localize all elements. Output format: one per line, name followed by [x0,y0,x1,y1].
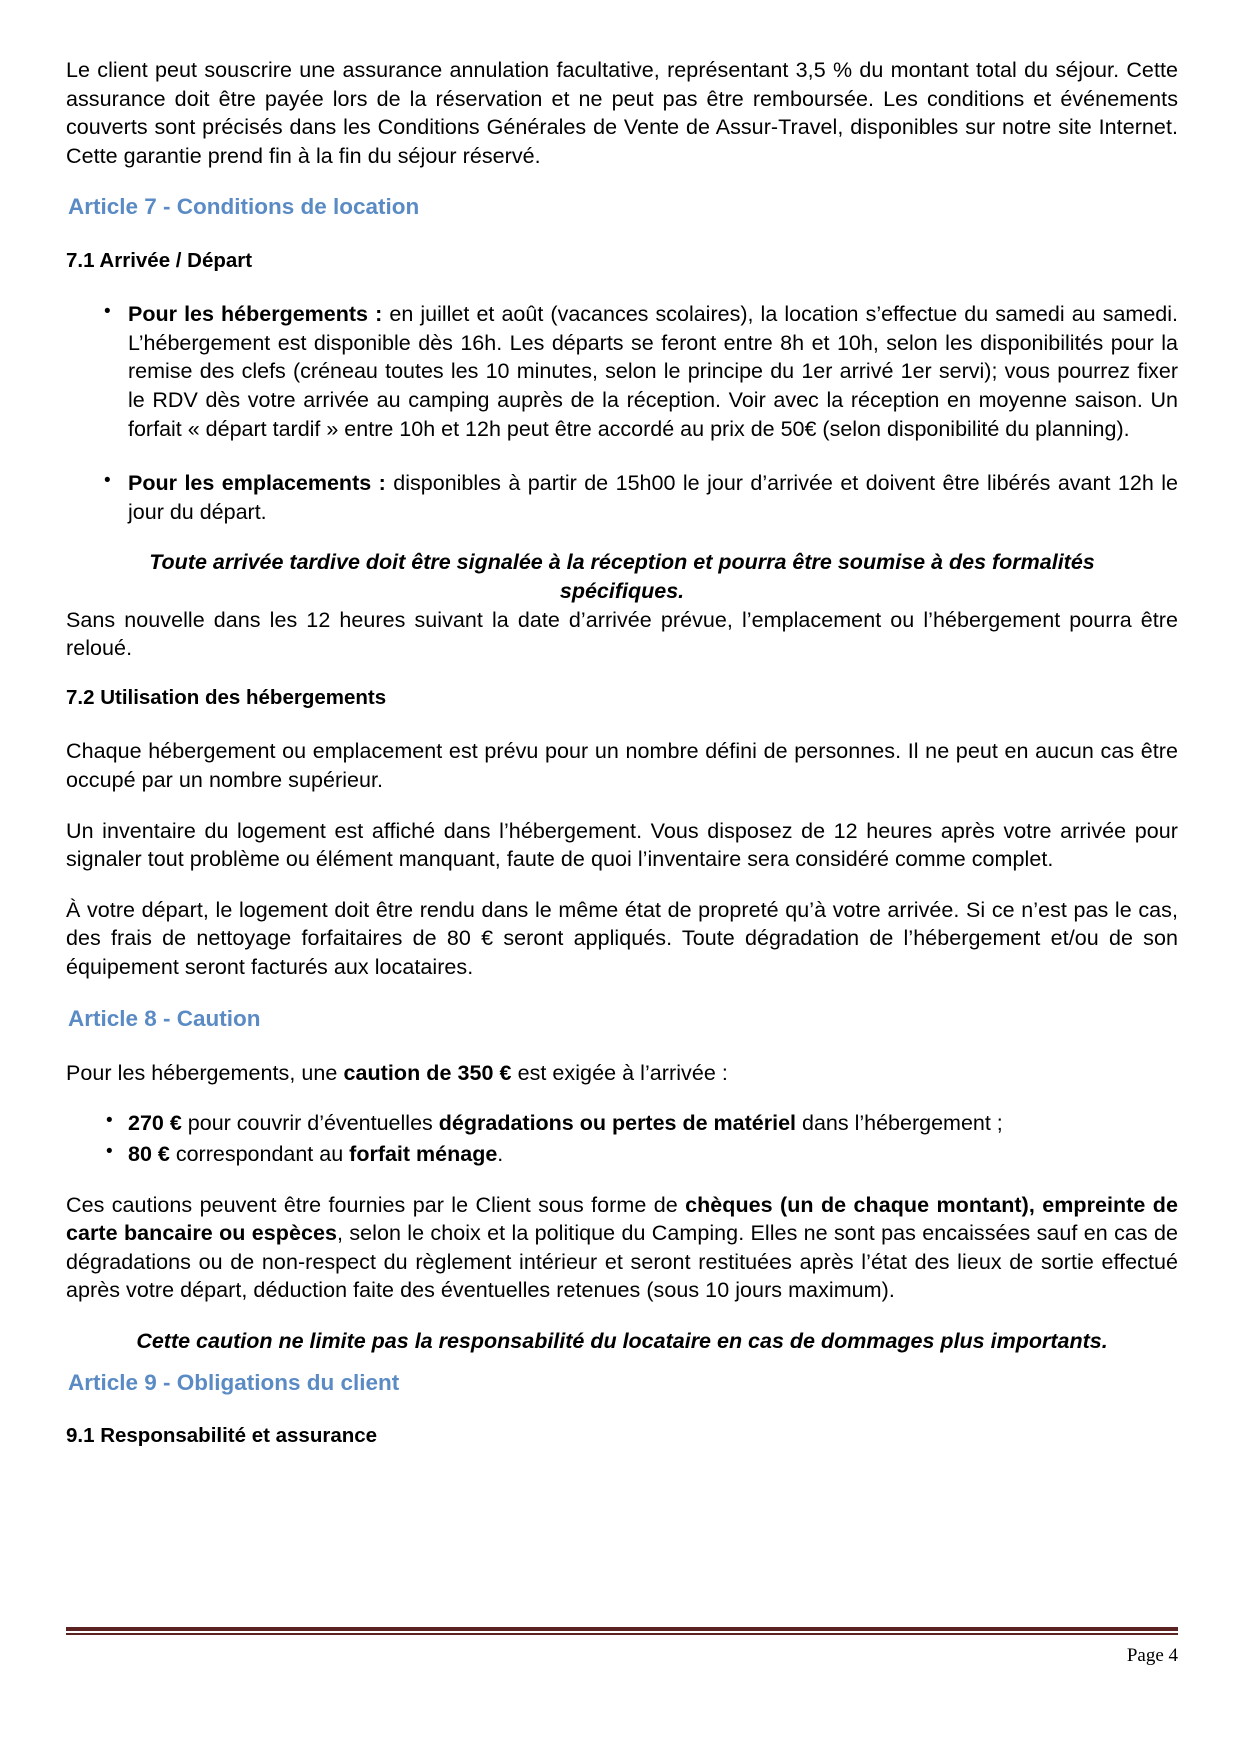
page-number: Page 4 [1126,1645,1178,1666]
bullet-text-emplacements: disponibles à partir de 15h00 le jour d’arrivée et doivent être libérés avant 12h le jour du départ. [128,471,1178,524]
paragraph-caution-intro [66,1059,1178,1088]
bullet-text-hebergements: en juillet et août (vacances scolaires), la location s’effectue du samedi au samedi. L’hébergement est disponible dès 16h. Les départs se feront entre 8h et 10h, selon les disponibilités pour la remise des clefs (créneau toutes les 10 minutes, selon le principe du 1er arrivé 1er servi); vous pourrez fixer le RDV dès votre arrivée au camping auprès de la réception. Voir avec la réception en moyenne saison. Un forfait « départ tardif » entre 10h et 12h peut être accordé au prix de 50€ (selon disponibilité du planning). [128,302,1178,441]
caution-bullet-end-80: . [497,1142,504,1167]
caution-intro-before: Pour les hébergements, une [66,1060,344,1085]
heading-article-7: Article 7 - Conditions de location [68,194,420,220]
heading-9-1: 9.1 Responsabilité et assurance [66,1423,378,1447]
paragraph-sans-nouvelle: Sans nouvelle dans les 12 heures suivant la date d’arrivée prévue, l’emplacement ou l’hébergement pourra être reloué. [66,607,1178,661]
page-footer [66,1627,1178,1667]
heading-article-8: Article 8 - Caution [68,1005,261,1031]
caution-bullet-amount-80: 80 € [128,1142,170,1167]
paragraph-inventaire: Un inventaire du logement est affiché dans l’hébergement. Vous disposez de 12 heures après votre arrivée pour signaler tout problème ou élément manquant, faute de quoi l’inventaire sera considéré comme complet. [66,818,1178,872]
ces-cautions-part2: , selon le choix et la politique du Camping. Elles ne sont pas encaissées sauf en cas de dégradations ou de non-respect du règlement intérieur et seront restituées après l’état des lieux de sortie effectué après votre départ, déduction faite des éventuelles retenues (sous 10 jours maximum). [66,1221,1179,1303]
bullet-label-emplacements: Pour les emplacements : [128,471,386,496]
list-item [66,1140,1178,1169]
list-item [66,300,1178,443]
heading-article-9: Article 9 - Obligations du client [68,1369,400,1395]
paragraph-depart-proprete: À votre départ, le logement doit être rendu dans le même état de propreté qu’à votre arrivée. Si ce n’est pas le cas, des frais de nettoyage forfaitaires de 80 € seront appliqués. Toute dégradation de l’hébergement et/ou de son équipement seront facturés aux locataires. [66,897,1178,979]
ces-cautions-part1: Ces cautions peuvent être fournies par le Client sous forme de [66,1192,686,1217]
list-item [66,469,1178,526]
caution-bullet-bold-forfait-menage: forfait ménage [349,1142,498,1167]
caution-intro-after: est exigée à l’arrivée : [511,1060,728,1085]
list-item [66,1109,1178,1138]
note-caution-limite: Cette caution ne limite pas la responsabilité du locataire en cas de dommages plus importants. [136,1329,1108,1353]
paragraph-chaque-hebergement: Chaque hébergement ou emplacement est prévu pour un nombre défini de personnes. Il ne peut en aucun cas être occupé par un nombre supérieur. [66,739,1178,793]
heading-7-1: 7.1 Arrivée / Départ [66,248,253,272]
paragraph-ces-cautions [66,1191,1178,1305]
bullet-list-caution-details [66,1109,1178,1168]
caution-bullet-end-270: dans l’hébergement ; [796,1111,1003,1136]
paragraph-assurance-annulation: Le client peut souscrire une assurance annulation facultative, représentant 3,5 % du montant total du séjour. Cette assurance doit être payée lors de la réservation et ne peut pas être remboursée. Les conditions et événements couverts sont précisés dans les Conditions Générales de Vente de Assur-Travel, disponibles sur notre site Internet. Cette garantie prend fin à la fin du séjour réservé. [66,58,1178,168]
caution-bullet-mid-80: correspondant au [169,1142,350,1167]
caution-bullet-amount-270: 270 € [128,1111,182,1136]
caution-bullet-mid-270: pour couvrir d’éventuelles [181,1111,439,1136]
bullet-list-arrivee-depart [66,300,1178,526]
footer-rule-thin [66,1633,1178,1635]
caution-amount-bold: caution de 350 € [343,1060,512,1085]
bullet-label-hebergements: Pour les hébergements : [128,302,383,327]
caution-bullet-bold-degradations: dégradations ou pertes de matériel [438,1111,797,1136]
ces-cautions-bold-moyens-paiement: chèques (un de chaque montant), empreinte de carte bancaire ou espèces [66,1192,1178,1246]
page-content [66,56,1178,1475]
note-arrivee-tardive: Toute arrivée tardive doit être signalée à la réception et pourra être soumise à des formalités spécifiques. [149,550,1095,604]
heading-7-2: 7.2 Utilisation des hébergements [66,685,387,709]
